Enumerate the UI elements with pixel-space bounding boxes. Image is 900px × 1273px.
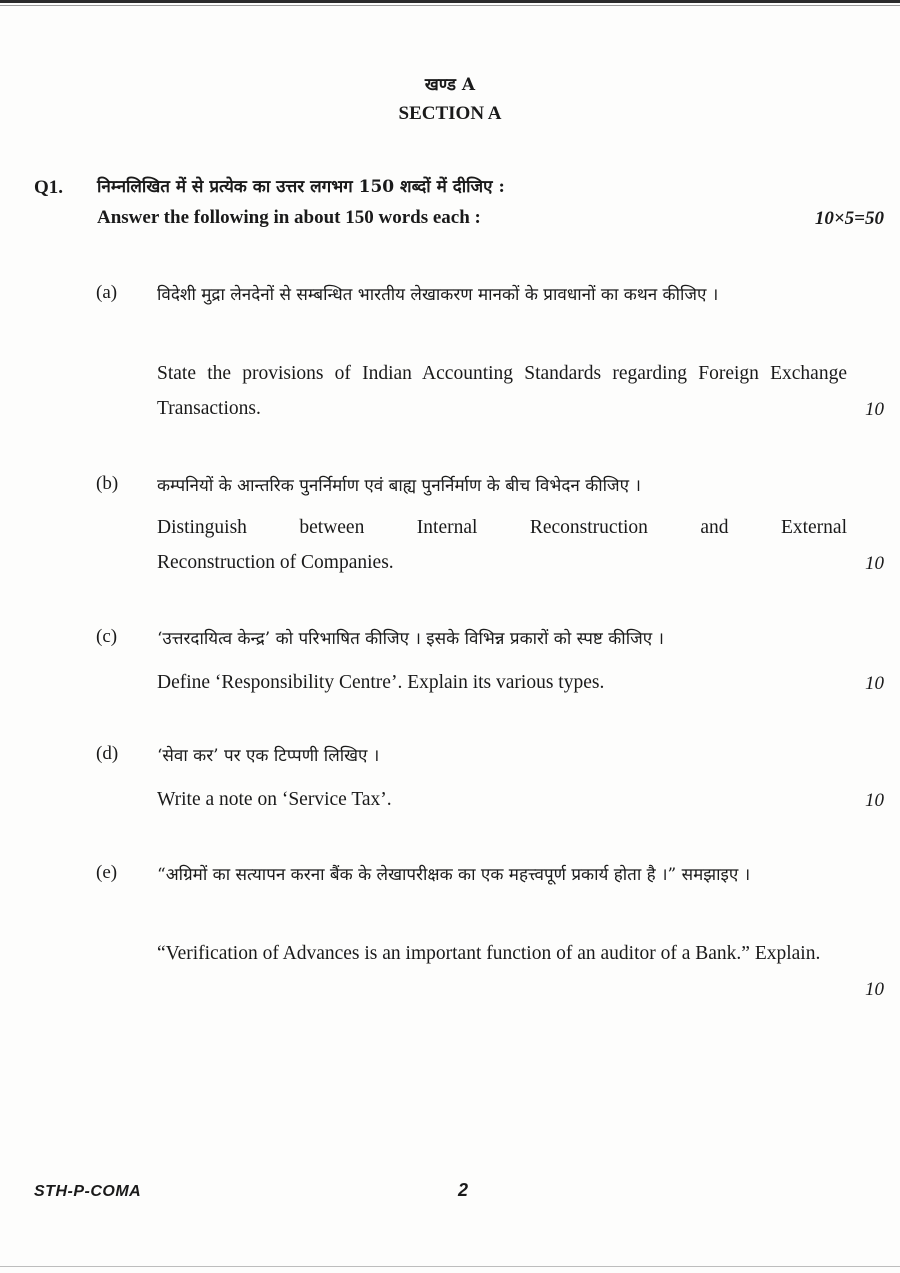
part-text-hindi: ‘उत्तरदायित्व केन्द्र’ को परिभाषित कीजिए । इसके विभिन्न प्रकारों को स्पष्ट कीजिए । [157, 629, 664, 649]
part-text-english: “Verification of Advances is an important function of an auditor of a Bank.” Explain. [157, 943, 821, 964]
part-label: (a) [96, 282, 118, 303]
top-border [0, 0, 900, 3]
part-text-english-line2: Reconstruction of Companies. [157, 552, 394, 573]
part-text-english-line1: Distinguish between Internal Reconstruction and External [157, 517, 847, 538]
question-instruction-english: Answer the following in about 150 words each : [97, 207, 481, 228]
section-heading-hindi: खण्ड A [424, 75, 476, 95]
part-marks: 10 [865, 399, 884, 420]
section-heading-english: SECTION A [398, 103, 502, 124]
page-number: 2 [458, 1180, 469, 1200]
part-text-hindi: कम्पनियों के आन्तरिक पुनर्निर्माण एवं बाह्य पुनर्निर्माण के बीच विभेदन कीजिए । [157, 476, 641, 496]
part-text-hindi: विदेशी मुद्रा लेनदेनों से सम्बन्धित भारतीय लेखाकरण मानकों के प्रावधानों का कथन कीजिए । [157, 285, 719, 305]
part-marks: 10 [865, 979, 884, 1000]
part-text-english: Write a note on ‘Service Tax’. [157, 789, 392, 810]
part-marks: 10 [865, 553, 884, 574]
part-label: (b) [96, 473, 119, 494]
paper-code: STH-P-COMA [34, 1183, 142, 1200]
bottom-border [0, 1266, 900, 1267]
part-text-english: State the provisions of Indian Accounting Standards regarding Foreign Exchange Transactions. [157, 363, 847, 419]
question-instruction-hindi: निम्नलिखित में से प्रत्येक का उत्तर लगभग 150 शब्दों में दीजिए : [97, 177, 505, 197]
part-text-hindi: “अग्रिमों का सत्यापन करना बैंक के लेखापरीक्षक का एक महत्त्वपूर्ण प्रकार्य होता है ।” समझाइए । [157, 865, 751, 885]
question-number: Q1. [34, 177, 64, 198]
part-label: (c) [96, 626, 118, 647]
part-marks: 10 [865, 673, 884, 694]
question-total-marks: 10×5=50 [814, 208, 884, 229]
part-text-hindi: ‘सेवा कर’ पर एक टिप्पणी लिखिए । [157, 746, 380, 766]
part-text-english: Define ‘Responsibility Centre’. Explain its various types. [157, 672, 605, 693]
part-label: (e) [96, 862, 118, 883]
top-border-thin [0, 5, 900, 6]
part-marks: 10 [865, 790, 884, 811]
part-label: (d) [96, 743, 119, 764]
